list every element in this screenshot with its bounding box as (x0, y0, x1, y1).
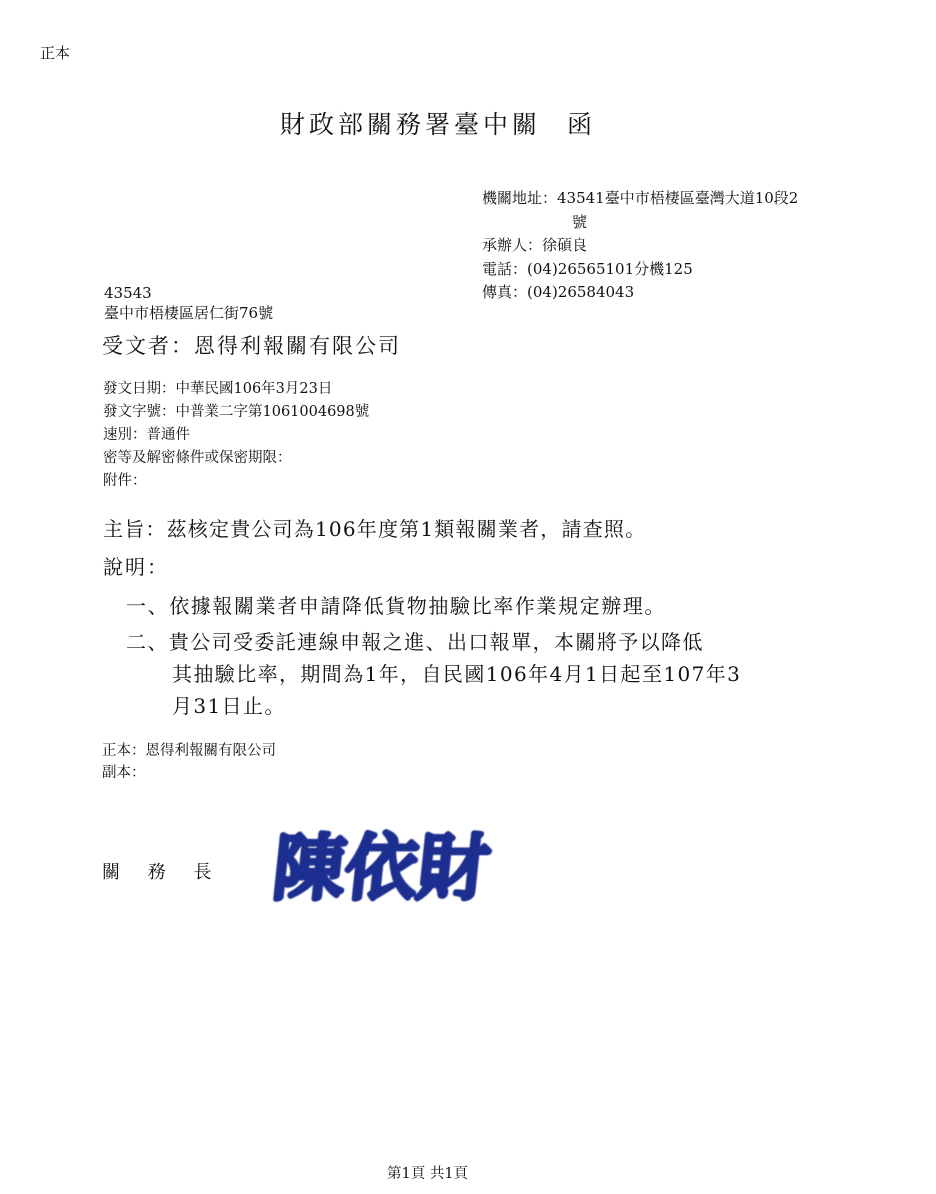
agency-address: 機關地址：43541臺中市梧棲區臺灣大道10段2 (482, 189, 799, 207)
agency-address-continued: 號 (572, 212, 588, 231)
recipient-address: 臺中市梧棲區居仁街76號 (104, 304, 274, 322)
explanation-item-2 (126, 626, 741, 722)
document-meta (103, 378, 369, 493)
copy-mark: 正本 (40, 44, 71, 62)
original-recipient: 正本：恩得利報關有限公司 (102, 743, 276, 759)
signature-stamp (255, 815, 520, 919)
item-line: 月31日止。 (172, 694, 286, 718)
distribution-list (102, 740, 276, 784)
attachments: 附件： (103, 473, 147, 489)
signatory-title-char: 務 (147, 862, 166, 883)
fax: 傳真：(04)26584043 (482, 283, 635, 301)
phone: 電話：(04)26565101分機125 (482, 259, 693, 278)
signature-text: 陳依財 (268, 826, 494, 911)
document-type: 函 (567, 110, 597, 139)
copy-recipient: 副本： (102, 765, 146, 781)
recipient-postal-code: 43543 (104, 284, 152, 302)
document-title (280, 105, 596, 141)
handler: 承辦人：徐碩良 (482, 236, 588, 254)
document-number: 發文字號：中普業二字第1061004698號 (103, 404, 370, 420)
recipient: 受文者：恩得利報關有限公司 (102, 334, 401, 358)
signature-graphic (255, 815, 520, 915)
issue-date: 發文日期：中華民國106年3月23日 (103, 381, 333, 397)
explanation-label: 說明： (103, 555, 169, 579)
secrecy-level: 密等及解密條件或保密期限： (103, 450, 292, 466)
signatory-title-char: 長 (193, 862, 212, 883)
signatory-title (102, 858, 233, 884)
agency-name: 財政部關務署臺中關 (280, 110, 542, 139)
explanation-item-1 (126, 590, 666, 619)
item-line: 其抽驗比率，期間為1年，自民國106年4月1日起至107年3 (172, 662, 742, 686)
delivery-speed: 速別：普通件 (103, 427, 190, 443)
signatory-title-char: 關 (102, 862, 120, 883)
page-footer: 第1頁 共1頁 (387, 1166, 469, 1182)
item-line: 二、貴公司受委託連線申報之進、出口報單，本關將予以降低 (126, 630, 704, 654)
subject: 主旨：茲核定貴公司為106年度第1類報關業者，請查照。 (103, 517, 647, 541)
agency-contact-block (482, 187, 798, 305)
item-line: 一、依據報關業者申請降低貨物抽驗比率作業規定辦理。 (126, 594, 666, 618)
